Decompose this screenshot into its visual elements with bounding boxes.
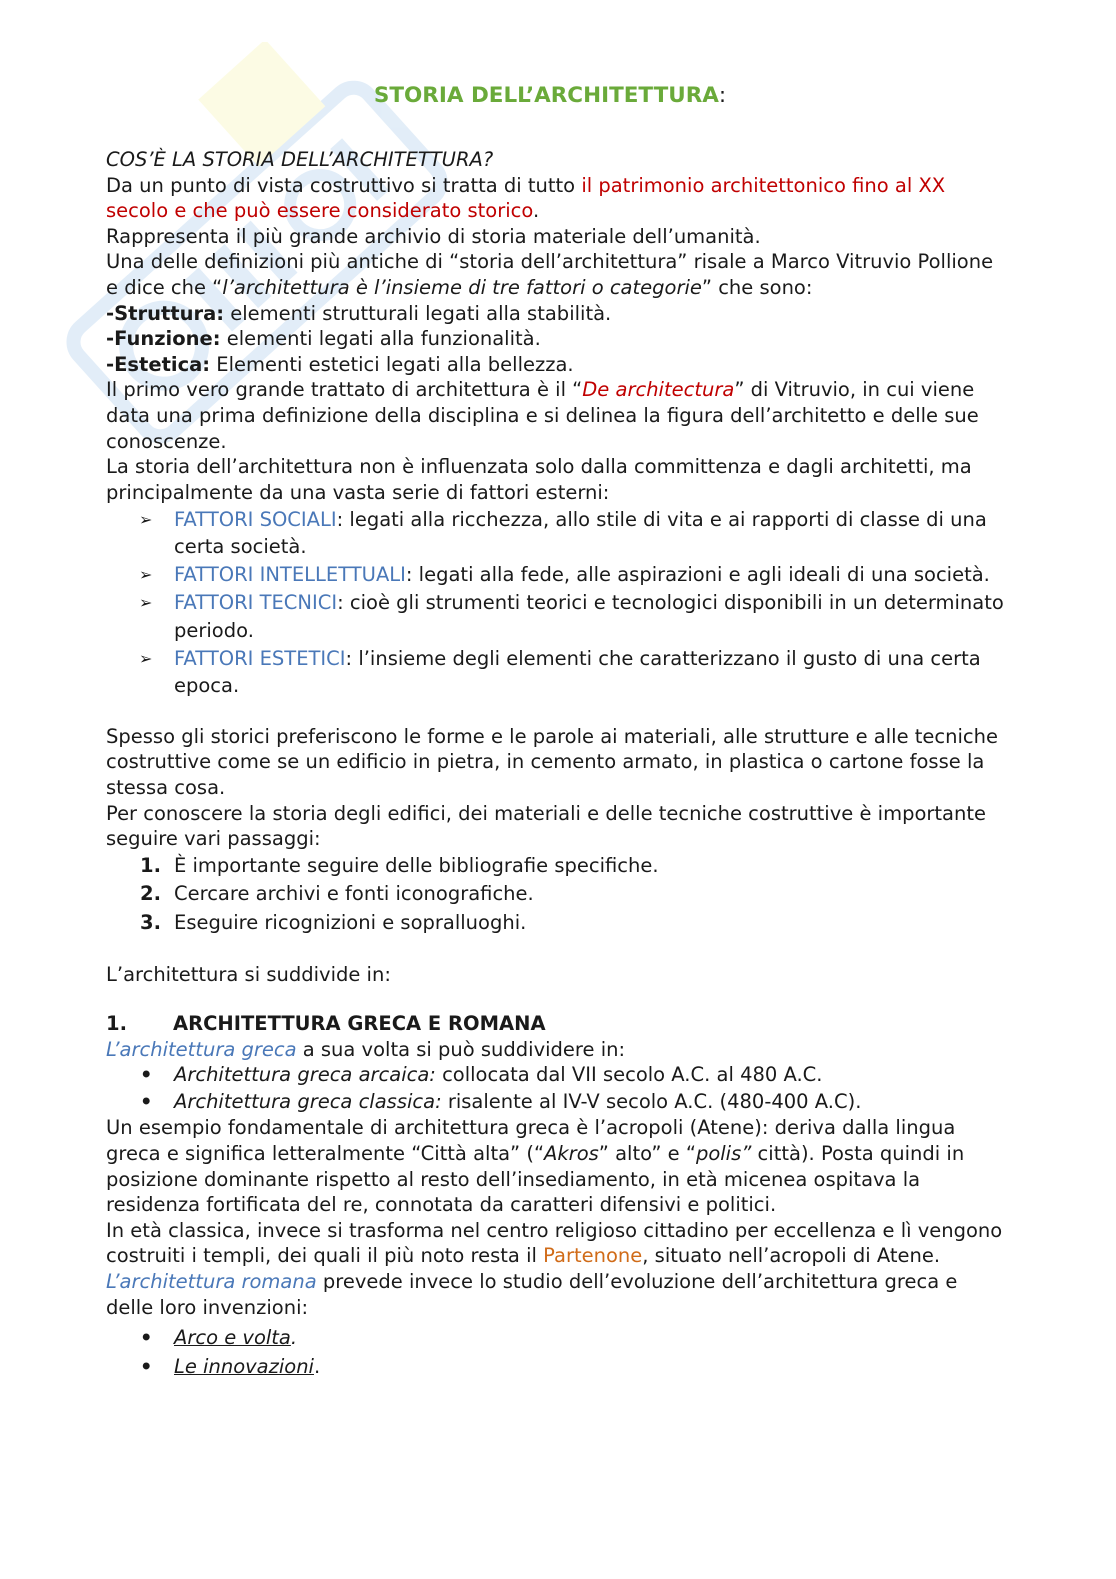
- list-item: 2. Cercare archivi e fonti iconografiche.: [140, 882, 534, 906]
- list-item: ➢ FATTORI TECNICI: cioè gli strumenti teorici e tecnologici disponibili in un determinato periodo.: [139, 591, 1004, 642]
- arrow-bullet-icon: ➢: [139, 509, 153, 529]
- arrow-bullet-icon: ➢: [139, 648, 153, 668]
- intro-question: COS’È LA STORIA DELL’ARCHITETTURA?: [106, 148, 494, 171]
- document-body: [106, 147, 1006, 1381]
- middle-paragraph-8: L’architettura si suddivide in:: [106, 962, 391, 986]
- greca-list: [106, 1062, 1006, 1115]
- intro-paragraph-5: La storia dell’architettura non è influenzata solo dalla committenza e dagli architetti, ma principalmente da una vasta serie di fattori esterni:: [106, 455, 972, 504]
- greca-intro: L’architettura greca a sua volta si può suddividere in:: [106, 1037, 626, 1061]
- classica-paragraph: In età classica, invece si trasforma nel centro religioso cittadino per eccellenza e lì vengono costruiti i templi, dei quali il più noto resta il Partenone, situato nell’acropoli di Atene.: [106, 1218, 1003, 1268]
- category-estetica: -Estetica: Elementi estetici legati alla bellezza.: [106, 352, 574, 376]
- category-struttura: -Struttura: elementi strutturali legati alla stabilità.: [106, 301, 612, 325]
- steps-list: [106, 852, 1006, 938]
- intro-paragraph-2: Rappresenta il più grande archivio di storia materiale dell’umanità.: [106, 224, 761, 248]
- list-item: • Le innovazioni.: [106, 1352, 1006, 1381]
- list-item: ➢ FATTORI SOCIALI: legati alla ricchezza, allo stile di vita e ai rapporti di classe di una certa società.: [139, 507, 987, 559]
- middle-paragraph-6: Spesso gli storici preferiscono le forme e le parole ai materiali, alle strutture e alle tecniche costruttive come se un edificio in pietra, in cemento armato, in plastica o cartone fosse la stessa cosa.: [106, 724, 998, 799]
- list-item: 3. Eseguire ricognizioni e sopralluoghi.: [140, 910, 527, 934]
- intro-paragraph-3: Una delle definizioni più antiche di “storia dell’architettura” risale a Marco Vitruvio Pollione e dice che “l’architettura è l’insieme di tre fattori o categorie” che sono:: [106, 250, 994, 299]
- category-funzione: -Funzione: elementi legati alla funzionalità.: [106, 327, 541, 351]
- intro-paragraph-4: Il primo vero grande trattato di architettura è il “De architectura” di Vitruvio, in cui viene data una prima definizione della disciplina e si delinea la figura dell’architetto e delle sue conoscenze.: [106, 378, 979, 453]
- list-item: • Arco e volta.: [106, 1323, 1006, 1352]
- romana-intro: L’architettura romana prevede invece lo studio dell’evoluzione dell’architettura greca e delle loro invenzioni:: [106, 1269, 958, 1319]
- romana-list: [106, 1323, 1006, 1381]
- list-item: 1. È importante seguire delle bibliografie specifiche.: [140, 853, 659, 877]
- list-item: • Architettura greca classica: risalente al IV-V secolo A.C. (480-400 A.C).: [106, 1089, 1006, 1116]
- intro-paragraph-1: Da un punto di vista costruttivo si tratta di tutto il patrimonio architettonico fino al XX secolo e che può essere considerato storico.: [106, 173, 946, 223]
- document-title: STORIA DELL’ARCHITETTURA:: [373, 83, 727, 108]
- factors-list: [106, 506, 1006, 700]
- bullet-icon: •: [140, 1355, 153, 1379]
- list-item: ➢ FATTORI ESTETICI: l’insieme degli elementi che caratterizzano il gusto di una certa epoca.: [139, 646, 981, 698]
- list-item: • Architettura greca arcaica: collocata dal VII secolo A.C. al 480 A.C.: [106, 1062, 1006, 1089]
- arrow-bullet-icon: ➢: [139, 565, 153, 585]
- section-heading: 1. ARCHITETTURA GRECA E ROMANA: [106, 1012, 546, 1036]
- middle-paragraph-7: Per conoscere la storia degli edifici, dei materiali e delle tecniche costruttive è importante seguire vari passaggi:: [106, 801, 986, 851]
- bullet-icon: •: [140, 1326, 153, 1350]
- acropoli-paragraph: Un esempio fondamentale di architettura greca è l’acropoli (Atene): deriva dalla lingua greca e significa letteralmente “Città alta” (“Akros” alto” e “polis” città). Posta quindi in posizione dominante rispetto al resto dell’insediamento, in età micenea ospitava la residenza fortificata del re, connotata da caratteri difensivi e politici.: [106, 1116, 965, 1217]
- bullet-icon: •: [140, 1089, 153, 1113]
- list-item: ➢ FATTORI INTELLETTUALI: legati alla fede, alle aspirazioni e agli ideali di una società.: [106, 561, 1006, 589]
- bullet-icon: •: [140, 1063, 153, 1087]
- arrow-bullet-icon: ➢: [139, 593, 153, 613]
